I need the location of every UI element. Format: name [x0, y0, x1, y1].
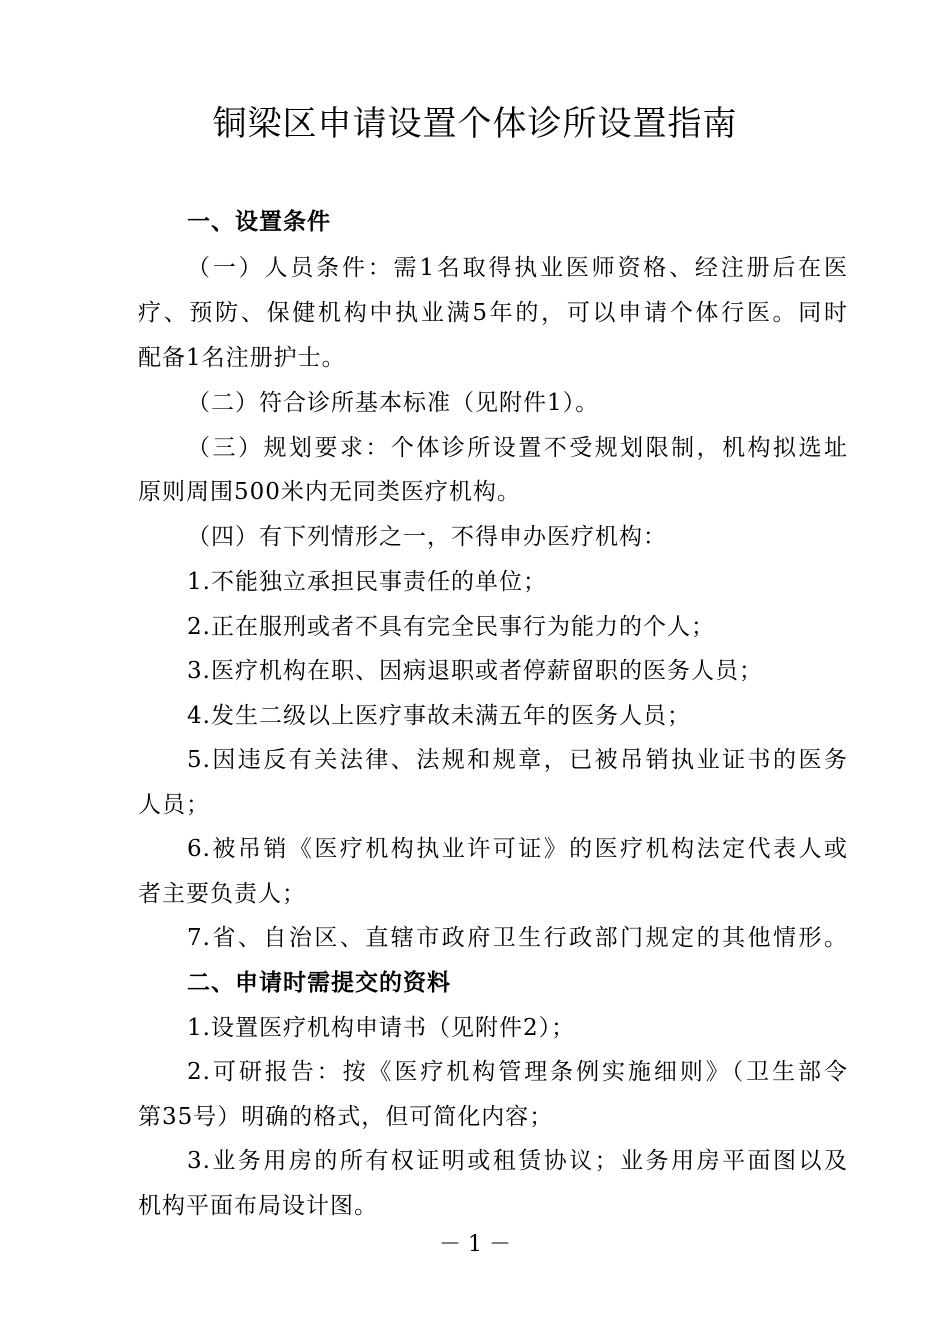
- page-title: 铜梁区申请设置个体诊所设置指南: [212, 104, 738, 144]
- list-item-continued: 人员；: [138, 792, 210, 818]
- paragraph-line: （二）符合诊所基本标准（见附件1）。: [187, 390, 600, 416]
- paragraph-line: （四）有下列情形之一，不得申办医疗机构：: [187, 524, 667, 550]
- paragraph-line: 原则周围500米内无同类医疗机构。: [138, 479, 521, 505]
- list-item: 2.正在服刑或者不具有完全民事行为能力的个人；: [187, 614, 715, 640]
- list-item: 1.不能独立承担民事责任的单位；: [187, 569, 547, 595]
- section-heading-conditions: 一、设置条件: [187, 209, 331, 235]
- list-item: 3.医疗机构在职、因病退职或者停薪留职的医务人员；: [187, 658, 763, 684]
- paragraph-line: （一）人员条件：需1名取得执业医师资格、经注册后在医: [187, 255, 848, 281]
- list-item-continued: 第35号）明确的格式，但可简化内容；: [138, 1104, 554, 1130]
- list-item: 6.被吊销《医疗机构执业许可证》的医疗机构法定代表人或: [187, 836, 848, 862]
- section-heading-materials: 二、申请时需提交的资料: [187, 970, 451, 996]
- paragraph-line: 配备1名注册护士。: [138, 345, 346, 371]
- list-item: 5.因违反有关法律、法规和规章，已被吊销执业证书的医务: [187, 747, 848, 773]
- paragraph-line: （三）规划要求：个体诊所设置不受规划限制，机构拟选址: [187, 435, 848, 461]
- list-item-continued: 者主要负责人；: [138, 881, 306, 907]
- list-item-continued: 机构平面布局设计图。: [138, 1193, 378, 1219]
- list-item: 4.发生二级以上医疗事故未满五年的医务人员；: [187, 703, 691, 729]
- list-item: 3.业务用房的所有权证明或租赁协议；业务用房平面图以及: [187, 1148, 848, 1174]
- list-item: 1.设置医疗机构申请书（见附件2）；: [187, 1015, 576, 1041]
- page-number: － 1 －: [439, 1232, 511, 1257]
- list-item: 2.可研报告：按《医疗机构管理条例实施细则》（卫生部令: [187, 1059, 848, 1085]
- list-item: 7.省、自治区、直辖市政府卫生行政部门规定的其他情形。: [187, 925, 848, 951]
- paragraph-line: 疗、预防、保健机构中执业满5年的，可以申请个体行医。同时: [138, 300, 848, 326]
